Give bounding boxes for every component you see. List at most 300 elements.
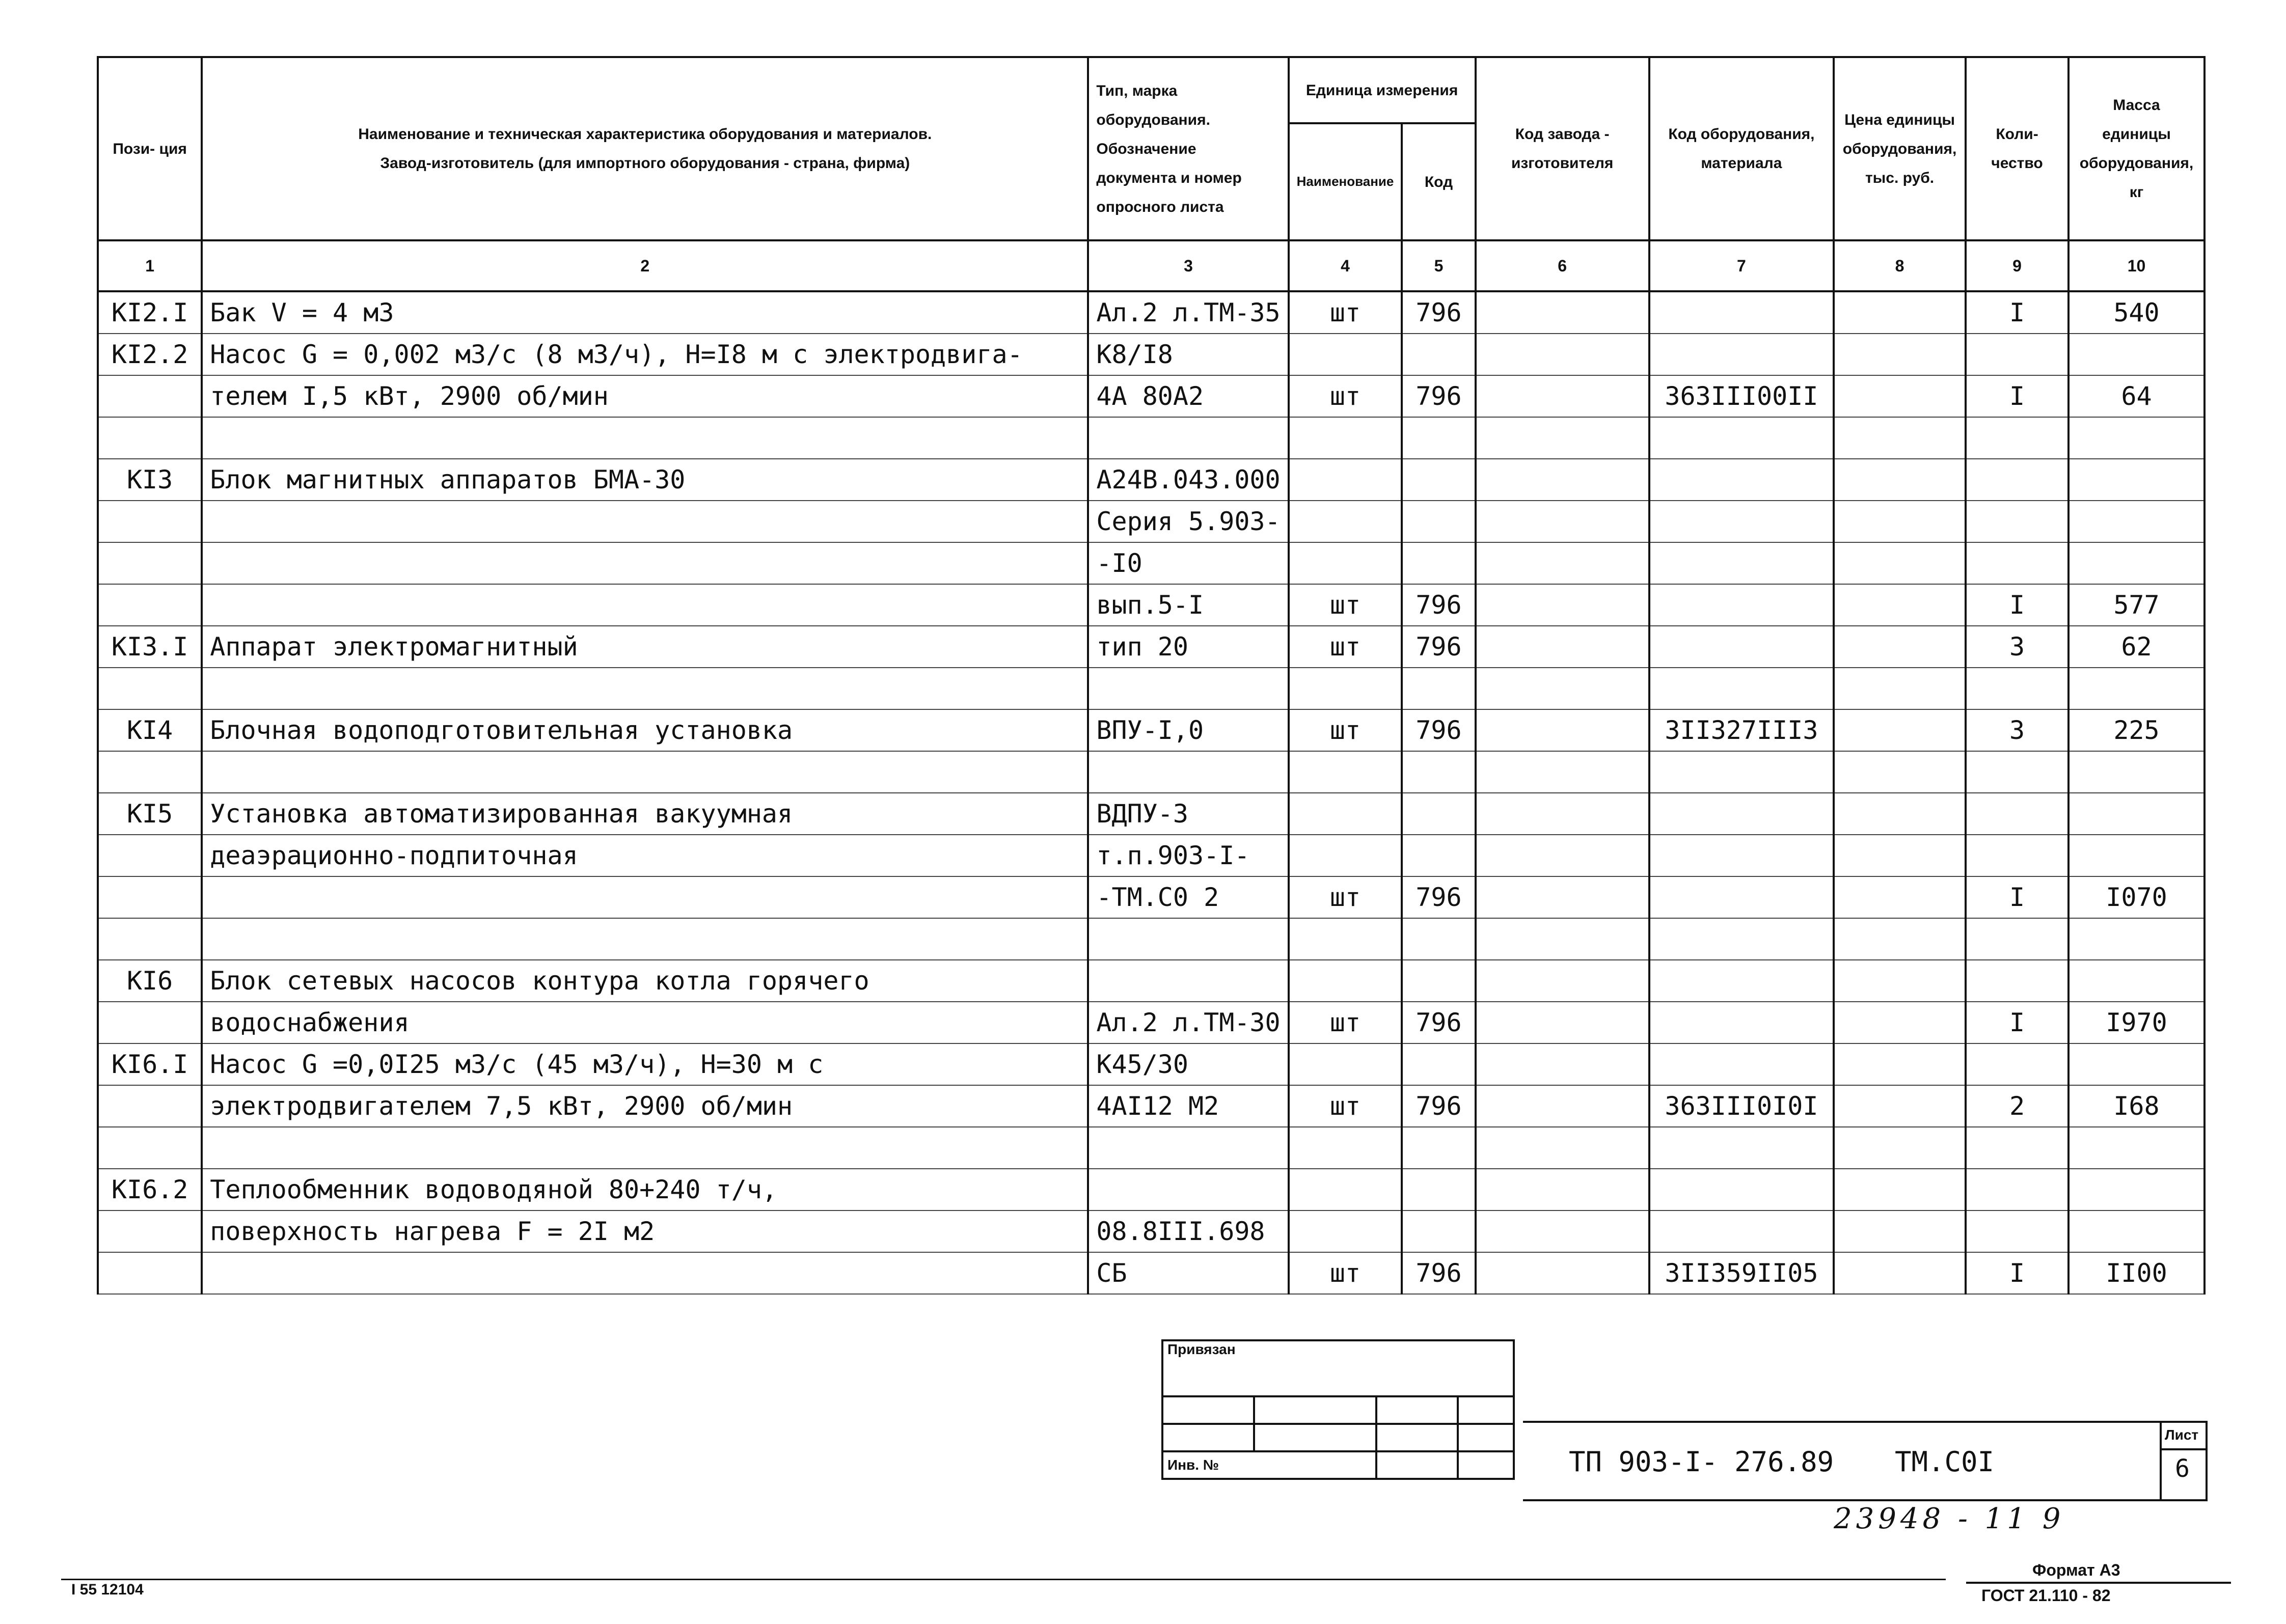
table-cell: ВПУ-I,0 — [1088, 709, 1288, 751]
table-cell — [1966, 1210, 2069, 1252]
table-cell: К45/30 — [1088, 1043, 1288, 1085]
table-cell — [1834, 960, 1966, 1002]
table-cell — [98, 1002, 202, 1043]
table-cell — [2069, 501, 2205, 542]
table-row — [98, 1127, 2205, 1169]
table-cell — [1289, 542, 1402, 584]
header-num: 5 — [1402, 240, 1475, 291]
table-cell: поверхность нагрева F = 2I м2 — [202, 1210, 1088, 1252]
table-cell — [1476, 501, 1649, 542]
table-cell: КI4 — [98, 709, 202, 751]
table-cell — [1088, 668, 1288, 709]
table-cell: Блок магнитных аппаратов БМА-30 — [202, 459, 1088, 501]
header-unit-name: Наименование — [1289, 123, 1402, 240]
header-unit-group: Единица измерения — [1289, 57, 1476, 123]
table-cell: КI2.2 — [98, 334, 202, 375]
table-row — [98, 876, 2205, 918]
table-cell: шт — [1289, 626, 1402, 668]
table-cell — [98, 542, 202, 584]
table-cell — [1476, 542, 1649, 584]
table-cell — [1402, 918, 1475, 960]
table-cell — [1476, 960, 1649, 1002]
table-cell — [202, 668, 1088, 709]
table-cell: Насос G = 0,002 м3/с (8 м3/ч), Н=I8 м с электродвига- — [202, 334, 1088, 375]
table-cell — [1088, 960, 1288, 1002]
table-cell — [1649, 1169, 1834, 1210]
table-cell — [1476, 793, 1649, 835]
table-cell — [1649, 960, 1834, 1002]
table-cell — [1088, 1169, 1288, 1210]
table-cell — [98, 1127, 202, 1169]
table-cell — [2069, 793, 2205, 835]
table-cell: 796 — [1402, 709, 1475, 751]
table-cell — [1834, 1085, 1966, 1127]
table-cell: -ТМ.С0 2 — [1088, 876, 1288, 918]
table-cell — [2069, 542, 2205, 584]
table-cell — [1649, 1002, 1834, 1043]
table-cell — [1649, 1127, 1834, 1169]
table-cell — [1834, 501, 1966, 542]
table-cell — [1966, 918, 2069, 960]
table-cell — [1476, 626, 1649, 668]
table-cell — [1649, 793, 1834, 835]
table-cell — [1289, 1043, 1402, 1085]
table-cell — [1834, 542, 1966, 584]
table-cell — [1834, 835, 1966, 876]
table-cell — [98, 584, 202, 626]
table-cell — [1834, 1127, 1966, 1169]
table-cell — [1289, 751, 1402, 793]
sheet-number: 6 — [2175, 1454, 2190, 1483]
table-cell: 577 — [2069, 584, 2205, 626]
table-cell: шт — [1289, 584, 1402, 626]
table-cell — [1289, 668, 1402, 709]
table-cell — [202, 751, 1088, 793]
table-cell: 796 — [1402, 375, 1475, 417]
table-cell — [1476, 334, 1649, 375]
table-cell — [1402, 1210, 1475, 1252]
table-cell: КI6.I — [98, 1043, 202, 1085]
table-cell: шт — [1289, 291, 1402, 334]
table-cell: Теплообменник водоводяной 80+240 т/ч, — [202, 1169, 1088, 1210]
table-cell — [98, 1252, 202, 1294]
header-num: 3 — [1088, 240, 1288, 291]
table-cell — [98, 876, 202, 918]
table-cell: Насос G =0,0I25 м3/с (45 м3/ч), Н=30 м с — [202, 1043, 1088, 1085]
table-cell: 796 — [1402, 584, 1475, 626]
table-cell: К8/I8 — [1088, 334, 1288, 375]
table-cell — [1402, 751, 1475, 793]
header-num: 9 — [1966, 240, 2069, 291]
table-cell — [1834, 417, 1966, 459]
table-cell — [1834, 334, 1966, 375]
table-cell: шт — [1289, 375, 1402, 417]
table-cell: 363III0I0I — [1649, 1085, 1834, 1127]
table-cell — [98, 751, 202, 793]
table-cell — [1402, 668, 1475, 709]
table-cell — [1476, 709, 1649, 751]
table-row — [98, 918, 2205, 960]
table-cell — [1476, 459, 1649, 501]
table-cell: 796 — [1402, 1002, 1475, 1043]
table-cell — [1966, 459, 2069, 501]
table-cell — [1966, 1169, 2069, 1210]
table-cell — [98, 417, 202, 459]
table-cell — [1476, 751, 1649, 793]
header-quantity: Коли-чество — [1966, 57, 2069, 240]
header-unit-code: Код — [1402, 123, 1475, 240]
table-cell: шт — [1289, 876, 1402, 918]
table-cell: Ал.2 л.ТМ-30 — [1088, 1002, 1288, 1043]
table-cell — [1402, 835, 1475, 876]
table-row — [98, 542, 2205, 584]
table-cell — [202, 542, 1088, 584]
header-name — [202, 57, 1088, 240]
header-number-row — [98, 240, 2205, 291]
header-num: 10 — [2069, 240, 2205, 291]
table-row — [98, 584, 2205, 626]
table-cell — [1476, 1210, 1649, 1252]
header-num: 6 — [1476, 240, 1649, 291]
table-cell: 3II359II05 — [1649, 1252, 1834, 1294]
table-cell — [202, 918, 1088, 960]
table-cell — [1834, 1252, 1966, 1294]
table-cell — [1649, 1043, 1834, 1085]
table-cell — [1966, 668, 2069, 709]
table-cell: 225 — [2069, 709, 2205, 751]
table-cell: Блочная водоподготовительная установка — [202, 709, 1088, 751]
table-cell — [1649, 918, 1834, 960]
table-cell: телем I,5 кВт, 2900 об/мин — [202, 375, 1088, 417]
table-row — [98, 501, 2205, 542]
table-cell — [98, 375, 202, 417]
table-row — [98, 459, 2205, 501]
table-cell — [1834, 291, 1966, 334]
table-cell — [1289, 1169, 1402, 1210]
table-cell — [98, 918, 202, 960]
table-cell: шт — [1289, 1252, 1402, 1294]
header-name-line1: Наименование и техническая характеристика оборудования и материалов. — [358, 126, 932, 143]
table-cell: водоснабжения — [202, 1002, 1088, 1043]
table-cell — [202, 417, 1088, 459]
table-cell — [1476, 1085, 1649, 1127]
table-cell: I68 — [2069, 1085, 2205, 1127]
table-cell: I — [1966, 375, 2069, 417]
table-row — [98, 835, 2205, 876]
table-cell: 796 — [1402, 1252, 1475, 1294]
table-cell — [1289, 1210, 1402, 1252]
table-cell — [1476, 1002, 1649, 1043]
table-cell: КI2.I — [98, 291, 202, 334]
table-cell — [1966, 1127, 2069, 1169]
table-cell: вып.5-I — [1088, 584, 1288, 626]
table-cell — [202, 501, 1088, 542]
table-cell — [2069, 1043, 2205, 1085]
table-cell: 4АI12 М2 — [1088, 1085, 1288, 1127]
table-cell — [1476, 584, 1649, 626]
table-cell: 2 — [1966, 1085, 2069, 1127]
table-cell: т.п.903-I- — [1088, 835, 1288, 876]
table-cell — [2069, 459, 2205, 501]
table-cell: Блок сетевых насосов контура котла горячего — [202, 960, 1088, 1002]
table-cell: 62 — [2069, 626, 2205, 668]
header-price: Цена единицы оборудования, тыс. руб. — [1834, 57, 1966, 240]
table-cell — [1476, 1252, 1649, 1294]
table-cell: КI6.2 — [98, 1169, 202, 1210]
table-cell — [1402, 1043, 1475, 1085]
table-cell — [202, 1127, 1088, 1169]
table-cell — [1476, 1169, 1649, 1210]
table-cell — [1289, 334, 1402, 375]
table-cell — [1834, 1043, 1966, 1085]
table-cell: Бак V = 4 м3 — [202, 291, 1088, 334]
table-cell — [1476, 1127, 1649, 1169]
table-cell — [2069, 1169, 2205, 1210]
table-row — [98, 709, 2205, 751]
table-cell — [1476, 876, 1649, 918]
table-cell: электродвигателем 7,5 кВт, 2900 об/мин — [202, 1085, 1088, 1127]
table-cell — [1966, 960, 2069, 1002]
sheet-label: Лист — [2165, 1427, 2199, 1443]
table-cell — [2069, 1210, 2205, 1252]
table-cell — [2069, 960, 2205, 1002]
table-cell — [1402, 1169, 1475, 1210]
table-cell — [1402, 459, 1475, 501]
table-cell — [1834, 793, 1966, 835]
table-cell: I — [1966, 291, 2069, 334]
table-cell — [1649, 876, 1834, 918]
table-cell — [1834, 626, 1966, 668]
table-cell — [1966, 751, 2069, 793]
header-num: 8 — [1834, 240, 1966, 291]
header-equipment-code: Код оборудования, материала — [1649, 57, 1834, 240]
table-row — [98, 1085, 2205, 1127]
header-type: Тип, марка оборудования. Обозначение документа и номер опросного листа — [1088, 57, 1288, 240]
table-cell — [1476, 835, 1649, 876]
table-cell — [2069, 417, 2205, 459]
table-cell — [1834, 751, 1966, 793]
table-cell: деаэрационно-подпиточная — [202, 835, 1088, 876]
table-cell: СБ — [1088, 1252, 1288, 1294]
table-cell: 4А 80А2 — [1088, 375, 1288, 417]
table-cell: I — [1966, 584, 2069, 626]
left-code: I 55 12104 — [71, 1581, 144, 1598]
doc-number: ТП 903-I- 276.89 — [1569, 1446, 1834, 1478]
table-row — [98, 334, 2205, 375]
table-cell: I — [1966, 1252, 2069, 1294]
table-row — [98, 1002, 2205, 1043]
table-cell — [1834, 876, 1966, 918]
table-cell — [1966, 501, 2069, 542]
table-cell: I — [1966, 876, 2069, 918]
table-cell — [1402, 501, 1475, 542]
table-cell — [1834, 1210, 1966, 1252]
table-cell — [1834, 709, 1966, 751]
table-cell — [1834, 918, 1966, 960]
table-cell — [1649, 1210, 1834, 1252]
table-cell — [98, 501, 202, 542]
table-cell — [1649, 334, 1834, 375]
table-cell: А24В.043.000 — [1088, 459, 1288, 501]
table-cell — [1834, 1169, 1966, 1210]
table-row — [98, 793, 2205, 835]
header-manufacturer-code: Код завода - изготовителя — [1476, 57, 1649, 240]
binding-stamp — [1161, 1339, 1515, 1480]
table-cell — [98, 1210, 202, 1252]
header-mass: Масса единицы оборудования, кг — [2069, 57, 2205, 240]
table-cell: Серия 5.903- — [1088, 501, 1288, 542]
table-cell — [1834, 459, 1966, 501]
table-cell — [98, 668, 202, 709]
table-row — [98, 626, 2205, 668]
table-cell — [1402, 793, 1475, 835]
table-header — [98, 57, 2205, 291]
table-cell — [202, 584, 1088, 626]
table-cell — [1402, 960, 1475, 1002]
table-cell: 3 — [1966, 626, 2069, 668]
table-cell: I — [1966, 1002, 2069, 1043]
header-position: Пози- ция — [98, 57, 202, 240]
table-cell — [1289, 835, 1402, 876]
table-cell — [1088, 918, 1288, 960]
table-row — [98, 1210, 2205, 1252]
table-cell — [1289, 1127, 1402, 1169]
table-cell: ВДПУ-3 — [1088, 793, 1288, 835]
table-cell — [98, 835, 202, 876]
table-cell — [1649, 542, 1834, 584]
table-cell: 363III00II — [1649, 375, 1834, 417]
table-cell — [98, 1085, 202, 1127]
table-cell: 796 — [1402, 626, 1475, 668]
table-cell — [2069, 668, 2205, 709]
table-cell — [1402, 334, 1475, 375]
table-cell — [1966, 542, 2069, 584]
table-cell: Ал.2 л.ТМ-35 — [1088, 291, 1288, 334]
table-cell: шт — [1289, 1085, 1402, 1127]
table-cell — [1834, 668, 1966, 709]
title-block — [1523, 1421, 2208, 1501]
table-cell: Установка автоматизированная вакуумная — [202, 793, 1088, 835]
table-cell: 796 — [1402, 1085, 1475, 1127]
table-cell: I070 — [2069, 876, 2205, 918]
table-row — [98, 375, 2205, 417]
table-cell — [1649, 584, 1834, 626]
header-num: 1 — [98, 240, 202, 291]
header-num: 4 — [1289, 240, 1402, 291]
table-cell — [1649, 835, 1834, 876]
table-cell — [1834, 375, 1966, 417]
table-cell: Аппарат электромагнитный — [202, 626, 1088, 668]
table-cell — [1289, 960, 1402, 1002]
table-cell — [202, 1252, 1088, 1294]
table-cell — [1088, 417, 1288, 459]
table-cell — [1966, 1043, 2069, 1085]
table-cell — [2069, 835, 2205, 876]
table-cell: КI3 — [98, 459, 202, 501]
table-cell: КI5 — [98, 793, 202, 835]
table-cell — [202, 876, 1088, 918]
table-cell — [1966, 417, 2069, 459]
table-cell: КI3.I — [98, 626, 202, 668]
table-cell — [1476, 417, 1649, 459]
table-cell — [1649, 668, 1834, 709]
table-cell: тип 20 — [1088, 626, 1288, 668]
doc-code: ТМ.С0I — [1895, 1446, 1995, 1478]
gost-label: ГОСТ 21.110 - 82 — [1981, 1586, 2111, 1605]
table-cell: 64 — [2069, 375, 2205, 417]
table-cell — [1649, 626, 1834, 668]
table-cell: шт — [1289, 1002, 1402, 1043]
table-cell — [2069, 751, 2205, 793]
table-cell — [1289, 793, 1402, 835]
table-cell — [1966, 835, 2069, 876]
header-num: 7 — [1649, 240, 1834, 291]
header-num: 2 — [202, 240, 1088, 291]
format-label: Формат А3 — [2032, 1561, 2120, 1579]
table-cell — [2069, 1127, 2205, 1169]
table-row — [98, 417, 2205, 459]
table-cell: КI6 — [98, 960, 202, 1002]
table-cell — [1088, 1127, 1288, 1169]
table-cell — [1476, 918, 1649, 960]
table-cell: II00 — [2069, 1252, 2205, 1294]
table-cell — [2069, 334, 2205, 375]
table-cell — [1649, 501, 1834, 542]
table-cell — [1402, 1127, 1475, 1169]
table-cell — [1649, 459, 1834, 501]
table-row — [98, 960, 2205, 1002]
handwritten-number: 23948 - 11 9 — [1834, 1502, 2065, 1535]
table-cell: 796 — [1402, 291, 1475, 334]
specification-table — [97, 56, 2206, 1295]
table-cell — [1966, 334, 2069, 375]
table-cell — [1289, 459, 1402, 501]
table-cell — [1088, 751, 1288, 793]
table-body — [98, 291, 2205, 1294]
table-row — [98, 1043, 2205, 1085]
table-row — [98, 751, 2205, 793]
table-cell — [1834, 1002, 1966, 1043]
table-cell — [1476, 1043, 1649, 1085]
table-row — [98, 291, 2205, 334]
table-cell — [1289, 918, 1402, 960]
stamp-attached-label: Привязан — [1162, 1340, 1514, 1396]
table-row — [98, 1252, 2205, 1294]
table-cell — [1402, 417, 1475, 459]
table-cell — [1649, 417, 1834, 459]
table-cell: шт — [1289, 709, 1402, 751]
table-cell — [1476, 668, 1649, 709]
stamp-inv-label: Инв. № — [1162, 1451, 1376, 1479]
table-cell — [1649, 751, 1834, 793]
header-name-line2: Завод-изготовитель (для импортного оборудования - страна, фирма) — [380, 155, 910, 172]
table-cell: 540 — [2069, 291, 2205, 334]
table-cell — [1834, 584, 1966, 626]
table-cell — [1966, 793, 2069, 835]
table-row — [98, 1169, 2205, 1210]
table-cell — [1289, 417, 1402, 459]
table-cell: 3 — [1966, 709, 2069, 751]
table-cell — [1649, 291, 1834, 334]
table-cell — [1476, 291, 1649, 334]
table-cell: 08.8III.698 — [1088, 1210, 1288, 1252]
table-cell — [1476, 375, 1649, 417]
table-cell — [2069, 918, 2205, 960]
table-cell: I970 — [2069, 1002, 2205, 1043]
table-cell — [1402, 542, 1475, 584]
table-cell: -I0 — [1088, 542, 1288, 584]
specification-sheet — [97, 56, 2206, 1497]
